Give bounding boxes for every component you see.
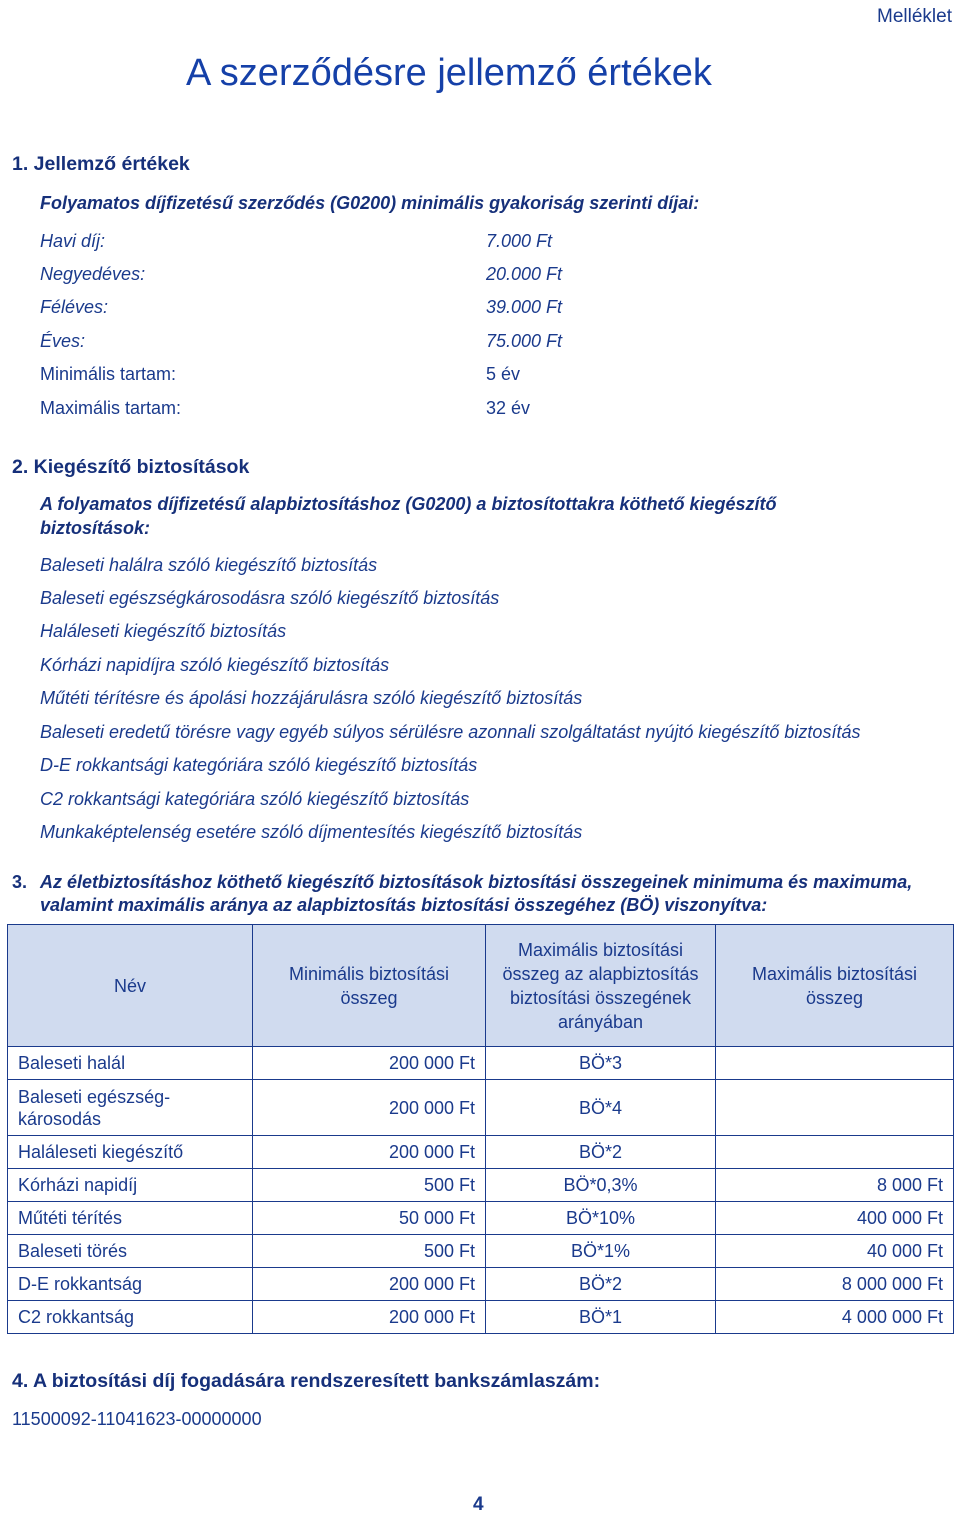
- cell-min: 200 000 Ft: [253, 1268, 486, 1301]
- insurance-limits-table: [7, 924, 954, 1334]
- section3-number: 3.: [12, 872, 28, 892]
- section4-heading: 4. A biztosítási díj fogadására rendszeresített bankszámlaszám:: [12, 1370, 601, 1392]
- section1-heading: 1. Jellemző értékek: [12, 153, 190, 175]
- fee-halfyear-label: Féléves:: [40, 297, 109, 317]
- supplement-item: Haláleseti kiegészítő biztosítás: [40, 621, 287, 641]
- cell-min: 500 Ft: [253, 1169, 486, 1202]
- cell-ratio: BÖ*2: [486, 1136, 716, 1169]
- cell-name: Baleseti törés: [8, 1235, 253, 1268]
- table-row: [8, 1047, 954, 1080]
- column-header-name: Név: [8, 925, 253, 1047]
- cell-min: 200 000 Ft: [253, 1080, 486, 1136]
- supplement-item: Baleseti halálra szóló kiegészítő biztosítás: [40, 555, 378, 575]
- cell-ratio: BÖ*2: [486, 1268, 716, 1301]
- cell-max: 40 000 Ft: [716, 1235, 954, 1268]
- section3-heading-text: Az életbiztosításhoz köthető kiegészítő biztosítások biztosítási összegeinek minimuma és maximuma, valamint maximális aránya az alapbiztosítás biztosítási összegéhez (BÖ) viszonyítva:: [40, 872, 913, 915]
- cell-name: C2 rokkantság: [8, 1301, 253, 1334]
- bank-account-number: 11500092-11041623-00000000: [12, 1409, 262, 1429]
- table-row: [8, 1080, 954, 1136]
- section2-subheading-line1: A folyamatos díjfizetésű alapbiztosításhoz (G0200) a biztosítottakra köthető kiegészítő: [40, 494, 777, 514]
- page-title: A szerződésre jellemző értékek: [186, 52, 712, 94]
- cell-ratio: BÖ*1%: [486, 1235, 716, 1268]
- supplement-item: Műtéti térítésre és ápolási hozzájárulásra szóló kiegészítő biztosítás: [40, 688, 583, 708]
- table-header-row: [8, 925, 954, 1047]
- cell-ratio: BÖ*10%: [486, 1202, 716, 1235]
- column-header-max: Maximális biztosítási összeg: [716, 925, 954, 1047]
- cell-max: [716, 1136, 954, 1169]
- cell-max: 4 000 000 Ft: [716, 1301, 954, 1334]
- page-number: 4: [473, 1494, 484, 1515]
- supplement-item: Kórházi napidíjra szóló kiegészítő biztosítás: [40, 655, 390, 675]
- fee-monthly-label: Havi díj:: [40, 231, 106, 251]
- supplement-item: D-E rokkantsági kategóriára szóló kiegészítő biztosítás: [40, 755, 478, 775]
- cell-name: Kórházi napidíj: [8, 1169, 253, 1202]
- supplement-item: Munkaképtelenség esetére szóló díjmentesítés kiegészítő biztosítás: [40, 822, 583, 842]
- table-row: [8, 1136, 954, 1169]
- cell-name: Baleseti egészség- károsodás: [8, 1080, 253, 1136]
- annex-label: Melléklet: [877, 6, 952, 27]
- fee-yearly-label: Éves:: [40, 331, 86, 351]
- table-row: [8, 1268, 954, 1301]
- cell-min: 50 000 Ft: [253, 1202, 486, 1235]
- cell-max: 400 000 Ft: [716, 1202, 954, 1235]
- cell-name: D-E rokkantság: [8, 1268, 253, 1301]
- fee-quarterly-label: Negyedéves:: [40, 264, 146, 284]
- fee-quarterly-value: 20.000 Ft: [486, 264, 563, 284]
- fee-halfyear-value: 39.000 Ft: [486, 297, 563, 317]
- section2-subheading-line2: biztosítások:: [40, 518, 151, 538]
- max-term-label: Maximális tartam:: [40, 398, 182, 418]
- cell-name: Baleseti halál: [8, 1047, 253, 1080]
- supplement-item: Baleseti eredetű törésre vagy egyéb súlyos sérülésre azonnali szolgáltatást nyújtó kiegészítő biztosítás: [40, 722, 861, 742]
- min-term-label: Minimális tartam:: [40, 364, 177, 384]
- cell-max: 8 000 Ft: [716, 1169, 954, 1202]
- table-row: [8, 1202, 954, 1235]
- cell-ratio: BÖ*3: [486, 1047, 716, 1080]
- cell-min: 200 000 Ft: [253, 1047, 486, 1080]
- cell-max: [716, 1080, 954, 1136]
- table-row: [8, 1301, 954, 1334]
- cell-min: 500 Ft: [253, 1235, 486, 1268]
- column-header-ratio: Maximális biztosítási összeg az alapbiztosítás biztosítási összegének arányában: [486, 925, 716, 1047]
- table-row: [8, 1235, 954, 1268]
- max-term-value: 32 év: [486, 398, 531, 418]
- cell-ratio: BÖ*4: [486, 1080, 716, 1136]
- column-header-min: Minimális biztosítási összeg: [253, 925, 486, 1047]
- min-term-value: 5 év: [486, 364, 521, 384]
- section1-subheading: Folyamatos díjfizetésű szerződés (G0200) minimális gyakoriság szerinti díjai:: [40, 193, 700, 213]
- supplement-item: C2 rokkantsági kategóriára szóló kiegészítő biztosítás: [40, 789, 470, 809]
- table-row: [8, 1169, 954, 1202]
- cell-min: 200 000 Ft: [253, 1136, 486, 1169]
- supplement-item: Baleseti egészségkárosodásra szóló kiegészítő biztosítás: [40, 588, 500, 608]
- section3-heading: [12, 871, 942, 917]
- cell-ratio: BÖ*0,3%: [486, 1169, 716, 1202]
- cell-ratio: BÖ*1: [486, 1301, 716, 1334]
- cell-name: Haláleseti kiegészítő: [8, 1136, 253, 1169]
- fee-monthly-value: 7.000 Ft: [486, 231, 553, 251]
- section2-heading: 2. Kiegészítő biztosítások: [12, 456, 250, 478]
- cell-name: Műtéti térítés: [8, 1202, 253, 1235]
- cell-max: [716, 1047, 954, 1080]
- cell-min: 200 000 Ft: [253, 1301, 486, 1334]
- fee-yearly-value: 75.000 Ft: [486, 331, 563, 351]
- cell-max: 8 000 000 Ft: [716, 1268, 954, 1301]
